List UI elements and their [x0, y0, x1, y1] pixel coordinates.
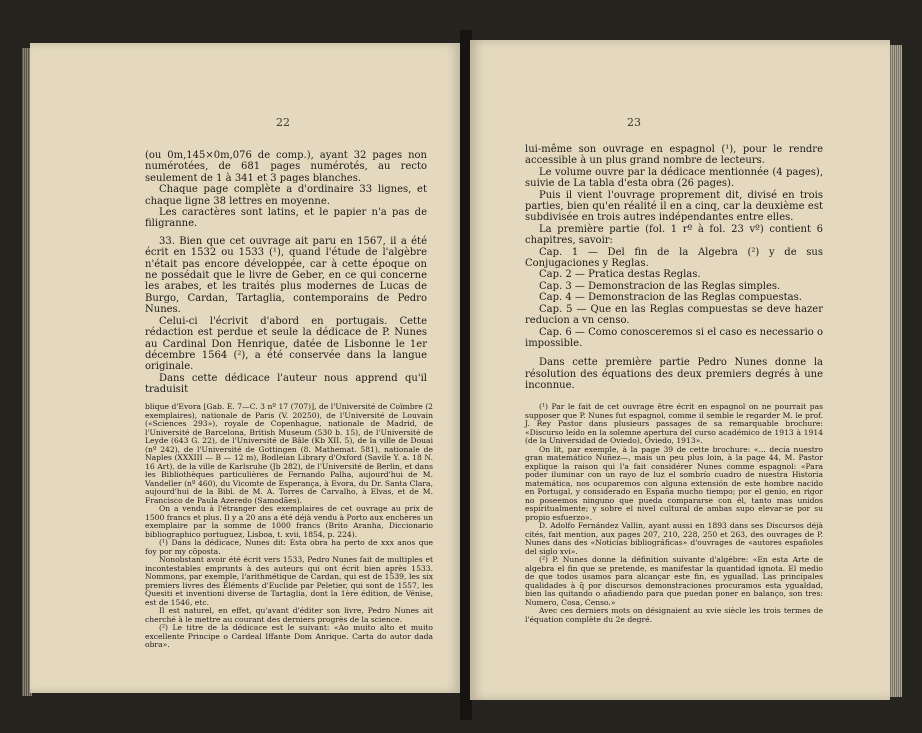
footnote: Avec ces derniers mots on désignaient au xvie siècle les trois termes de l'équation complète du 2e degré.	[525, 606, 823, 624]
footnote: (²) P. Nunes donne la définition suivante d'algèbre: «En esta Arte de algebra el fin que se pretende, es manifestar la quantidad ignota. El medio de que todos usamos para alcançar este fin, es yguallad. Las principales qualidades à q̃ por discursos demonstraciones procuramos esta ygualdad, bien las quitando o añadiendo para que puedan poner en balanço, son tres: Numero, Cosa, Censo.»	[525, 555, 823, 607]
footnotes	[145, 403, 433, 650]
chapter-line: Cap. 3 — Demonstracion de las Reglas simples.	[539, 280, 781, 292]
footnote: D. Adolfo Fernández Vallin, ayant aussi en 1893 dans ses Discursos déjà cités, fait mention, aux pages 207, 210, 228, 250 et 263, des ouvrages de P. Nunes dans des «Noticias bibliográficas» d'ouvrages de «autores españoles del siglo xvi».	[525, 521, 823, 556]
paragraph: Dans cette dédicace l'auteur nous apprend qu'il traduisit	[145, 372, 427, 396]
page-number: 22	[276, 116, 290, 129]
left-page	[30, 43, 462, 693]
chapter-line: Cap. 6 — Como conosceremos si el caso es necessario o impossible.	[525, 326, 823, 349]
paragraph: 33. Bien que cet ouvrage ait paru en 1567, il a été écrit en 1532 ou 1533 (¹), quand l'étude de l'algèbre n'était pas encore développée, car à cette époque on ne possédait que le livre de Geber, en ce qui concerne les arabes, et les traités plus modernes de Lucas de Burgo, Cardan, Tartaglia, contemporains de Pedro Nunes.	[145, 235, 427, 316]
right-page	[470, 40, 890, 700]
footnote: Nonobstant avoir été écrit vers 1533, Pedro Nunes fait de multiples et incontestables emprunts à des auteurs qui ont écrit bien après 1533. Nommons, par exemple, l'arithmétique de Cardan, qui est de 1539, les six premiers livres des Éléments d'Euclide par Peletier, qui sont de 1557, les Quesiti et inventioni diverse de Tartaglia, dont la 1ère édition, de Vénise, est de 1546, etc.	[145, 555, 433, 607]
paragraph: Chaque page complète a d'ordinaire 33 lignes, et chaque ligne 38 lettres en moyenne.	[145, 184, 427, 207]
chapter-line: Cap. 5 — Que en las Reglas compuestas se deve hazer reducion a vn censo.	[525, 303, 823, 327]
paragraph: Le volume ouvre par la dédicace mentionnée (4 pages), suivie de La tabla d'esta obra (26 pages).	[525, 166, 823, 190]
paragraph: Puis il vient l'ouvrage proprement dit, divisé en trois parties, bien qu'en réalité il en a cinq, car la deuxième est subdivisée en trois autres indépendantes entre elles.	[525, 189, 823, 224]
chapter-line: Cap. 1 — Del fin de la Algebra (²) y de sus Conjugaciones y Reglas.	[525, 246, 823, 270]
paragraph: lui-même son ouvrage en espagnol (¹), pour le rendre accessible à un plus grand nombre de lecteurs.	[525, 144, 823, 167]
footnotes	[525, 403, 823, 624]
main-text	[145, 150, 427, 396]
footnote: On lit, par exemple, à la page 39 de cette brochure: «... decía nuestro gran matemático Nuñez—, mais un peu plus loin, à la page 44, M. Pastor explique la raison qui l'a fait considérer Nunes comme espagnol: «Para poder iluminar con un rayo de luz el sombrío cuadro de nuestra Historia matemática, nos ocuparemos con alguna extensión de este hombre nacido en Portugal, y considerado en España mucho tiempo; por el genio, en rigor no poseemos ninguno que pueda compararse con él, tanto mas unidos espiritualmente; y sobre el nivel cultural de ambas supo elevar-se por su propio esfuerzo».	[525, 444, 823, 522]
chapter-line: Cap. 4 — Demonstracion de las Reglas compuestas.	[539, 292, 802, 304]
page-number: 23	[627, 116, 641, 129]
footnote: (²) Le titre de la dédicace est le suivant: «Ao muito alto et muito excellente Principe o Cardeal Iffante Dom Anrique. Carta do autor dada obra».	[145, 623, 433, 649]
footnote: On a vendu à l'étranger des exemplaires de cet ouvrage au prix de 1500 francs et plus. Il y a 20 ans a été déjà vendu à Porto aux enchères un exemplaire par la somme de 1000 francs (Brito Aranha, Diccionario bibliographico portuguez, Lisboa, t. xvii, 1854, p. 224).	[145, 504, 433, 539]
footnote: blique d'Evora [Gab. E. 7—C. 3 nº 17 (707)], de l'Université de Coïmbre (2 exemplaires), nationale de Paris (V. 20250), de l'Université de Louvain («Sciences 293»), royale de Copenhague, nationale de Madrid, de l'Université de Barcelona, British Museum (530 b. 15), de l'Université de Leyde (643 G. 22), de l'Université de Bâle (Kb XII. 5), de la ville de Douai (nº 242), de l'Université de Gottingen (8. Mathemat. 581), nationale de Naples (XXXIII — B — 12 m), Bodleian Library d'Oxford (Savile Y. a. 18 N. 16 Art), de la ville de Karlsruhe (Jb 282), de l'Université de Berlin, et dans les Bibliothèques particulières de Fernando Palha, aujourd'hui de M. Vandeller (nº 460), du Vicomte de Esperança, à Evora, du Dr. Santa Clara, aujourd'hui de la Bibl. de M. A. Torres de Carvalho, à Elvas, et de M. Francisco de Paula Azeredo (Samodães).	[145, 402, 433, 505]
right-page-edge	[888, 45, 902, 697]
footnote: (¹) Par le fait de cet ouvrage être écrit en espagnol on ne pourrait pas supposer que P. Nunes fut espagnol, comme il semble le regarder M. le prof. J. Rey Pastor dans plusieurs passages de sa remarquable brochure: «Discurso leído en la solemne apertura del curso académico de 1913 à 1914 (de la Universidad de Oviedo), Oviedo, 1913».	[525, 402, 823, 445]
paragraph: (ou 0m,145×0m,076 de comp.), ayant 32 pages non numérotées, de 681 pages numérotés, au recto seulement de 1 à 341 et 3 pages blanches.	[145, 150, 427, 184]
paragraph: La première partie (fol. 1 rº à fol. 23 vº) contient 6 chapitres, savoir:	[525, 223, 823, 247]
footnote: (¹) Dans la dédicace, Nunes dit: Esta obra ha perto de xxx anos que foy por my cõposta.	[145, 538, 433, 556]
main-text	[525, 144, 823, 392]
paragraph: Celui-ci l'écrivit d'abord en portugais. Cette rédaction est perdue et seule la dédicace de P. Nunes au Cardinal Don Henrique, datée de Lisbonne le 1er décembre 1564 (²), a été conservée dans la langue originale.	[145, 315, 427, 373]
paragraph: Les caractères sont latins, et le papier n'a pas de filigranne.	[145, 207, 427, 230]
chapter-line: Cap. 2 — Pratica destas Reglas.	[539, 269, 701, 281]
footnote: Il est naturel, en effet, qu'avant d'éditer son livre, Pedro Nunes ait cherché à le mettre au courant des derniers progrès de la science.	[145, 606, 433, 624]
paragraph: Dans cette première partie Pedro Nunes donne la résolution des équations des deux premiers degrés à une inconnue.	[525, 357, 823, 392]
